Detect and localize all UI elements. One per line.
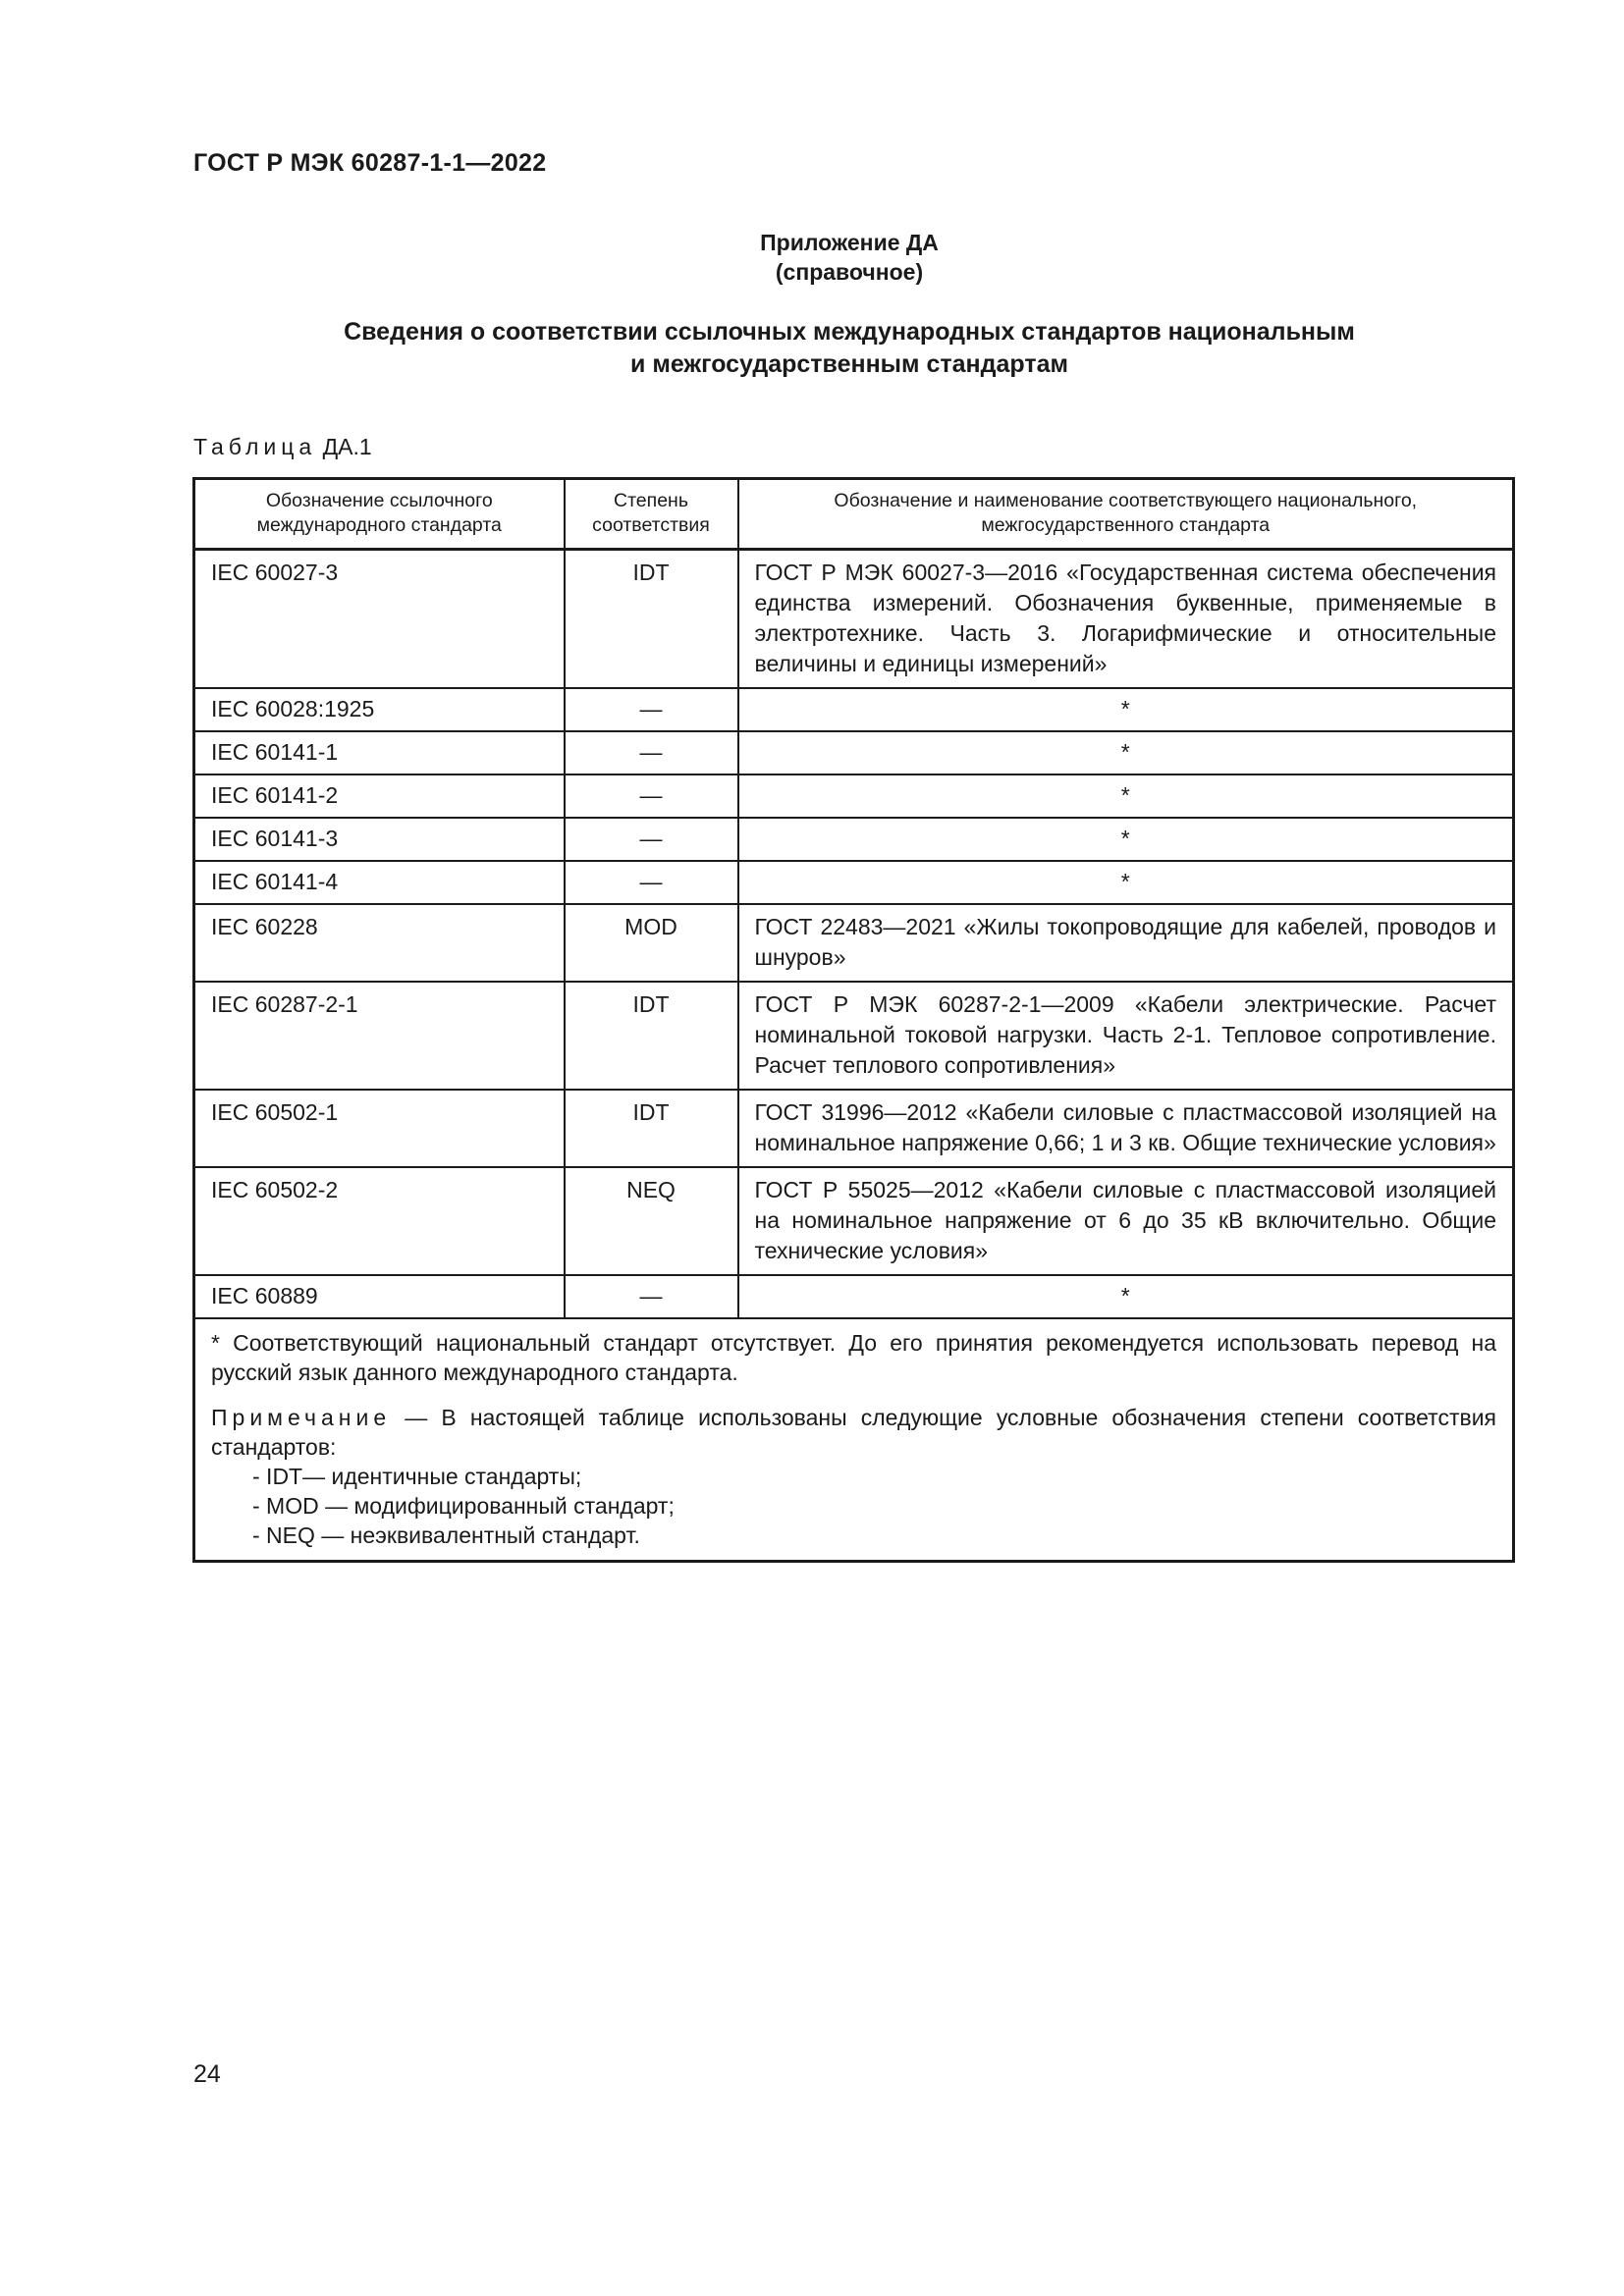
appendix-heading xyxy=(0,228,1624,287)
cell-standard-code: IEC 60141-3 xyxy=(194,818,565,861)
table-row xyxy=(194,1090,1514,1167)
table-row xyxy=(194,904,1514,982)
cell-degree: — xyxy=(565,688,738,731)
cell-national-standard: ГОСТ 22483—2021 «Жилы токопроводящие для кабелей, проводов и шнуров» xyxy=(738,904,1514,982)
cell-national-standard: * xyxy=(738,861,1514,904)
cell-degree: — xyxy=(565,861,738,904)
cell-degree: IDT xyxy=(565,550,738,689)
cell-national-standard: * xyxy=(738,688,1514,731)
table-row xyxy=(194,731,1514,774)
cell-standard-code: IEC 60141-4 xyxy=(194,861,565,904)
table-row xyxy=(194,1167,1514,1275)
table-row xyxy=(194,688,1514,731)
page-number: 24 xyxy=(193,2060,221,2088)
table-row xyxy=(194,774,1514,818)
table-footnote: * Соответствующий национальный стандарт отсутствует. До его принятия рекомендуется использовать перевод на русский язык данного международного стандарта. xyxy=(211,1330,1496,1385)
table-row xyxy=(194,982,1514,1090)
cell-national-standard: * xyxy=(738,1275,1514,1318)
column-header-national-standard: Обозначение и наименование соответствующего национального, межгосударственного стандарта xyxy=(738,479,1514,550)
table-caption-number: ДА.1 xyxy=(322,434,372,459)
cell-standard-code: IEC 60141-2 xyxy=(194,774,565,818)
table-footnote-row xyxy=(194,1318,1514,1562)
correspondence-table-container xyxy=(192,477,1512,1563)
table-note xyxy=(211,1403,1496,1550)
table-footnote-cell xyxy=(194,1318,1514,1562)
cell-degree: IDT xyxy=(565,1090,738,1167)
cell-degree: MOD xyxy=(565,904,738,982)
cell-degree: IDT xyxy=(565,982,738,1090)
table-row xyxy=(194,550,1514,689)
cell-national-standard: ГОСТ Р МЭК 60027-3—2016 «Государственная система обеспечения единства измерений. Обозначения буквенные, применяемые в электротехнике. Часть 3. Логарифмические и относительные величины и единицы измерений» xyxy=(738,550,1514,689)
cell-standard-code: IEC 60889 xyxy=(194,1275,565,1318)
cell-national-standard: ГОСТ 31996—2012 «Кабели силовые с пластмассовой изоляцией на номинальное напряжение 0,66; 1 и 3 кв. Общие технические условия» xyxy=(738,1090,1514,1167)
table-caption xyxy=(193,434,372,460)
table-row xyxy=(194,818,1514,861)
cell-standard-code: IEC 60502-1 xyxy=(194,1090,565,1167)
cell-national-standard: * xyxy=(738,731,1514,774)
cell-degree: — xyxy=(565,774,738,818)
cell-standard-code: IEC 60141-1 xyxy=(194,731,565,774)
legend-item-mod: - MOD — модифицированный стандарт; xyxy=(252,1493,675,1519)
legend-item-neq: - NEQ — неэквивалентный стандарт. xyxy=(252,1522,640,1548)
column-header-international-standard: Обозначение ссылочного международного стандарта xyxy=(194,479,565,550)
document-code-header: ГОСТ Р МЭК 60287-1-1—2022 xyxy=(193,149,547,177)
appendix-subtitle: (справочное) xyxy=(775,259,924,285)
cell-degree: — xyxy=(565,1275,738,1318)
table-row xyxy=(194,861,1514,904)
note-label: Примечание xyxy=(211,1405,392,1430)
cell-degree: — xyxy=(565,818,738,861)
cell-national-standard: ГОСТ Р МЭК 60287-2-1—2009 «Кабели электрические. Расчет номинальной токовой нагрузки. Часть 2-1. Тепловое сопротивление. Расчет теплового сопротивления» xyxy=(738,982,1514,1090)
cell-standard-code: IEC 60027-3 xyxy=(194,550,565,689)
table-header-row xyxy=(194,479,1514,550)
table-caption-label: Таблица xyxy=(193,434,317,459)
column-header-degree: Степень соответствия xyxy=(565,479,738,550)
cell-degree: — xyxy=(565,731,738,774)
note-text: — В настоящей таблице использованы следующие условные обозначения степени соответствия стандартов: xyxy=(211,1405,1496,1460)
cell-national-standard: * xyxy=(738,774,1514,818)
cell-national-standard: * xyxy=(738,818,1514,861)
section-title xyxy=(0,316,1624,381)
cell-standard-code: IEC 60228 xyxy=(194,904,565,982)
correspondence-table xyxy=(192,477,1515,1563)
cell-standard-code: IEC 60502-2 xyxy=(194,1167,565,1275)
section-title-line-2: и межгосударственным стандартам xyxy=(630,350,1068,378)
legend-item-idt: - IDT— идентичные стандарты; xyxy=(252,1464,582,1489)
appendix-title: Приложение ДА xyxy=(760,230,939,255)
cell-national-standard: ГОСТ Р 55025—2012 «Кабели силовые с пластмассовой изоляцией на номинальное напряжение от 6 до 35 кВ включительно. Общие технические условия» xyxy=(738,1167,1514,1275)
cell-standard-code: IEC 60287-2-1 xyxy=(194,982,565,1090)
cell-standard-code: IEC 60028:1925 xyxy=(194,688,565,731)
section-title-line-1: Сведения о соответствии ссылочных международных стандартов национальным xyxy=(344,318,1355,346)
table-row xyxy=(194,1275,1514,1318)
cell-degree: NEQ xyxy=(565,1167,738,1275)
